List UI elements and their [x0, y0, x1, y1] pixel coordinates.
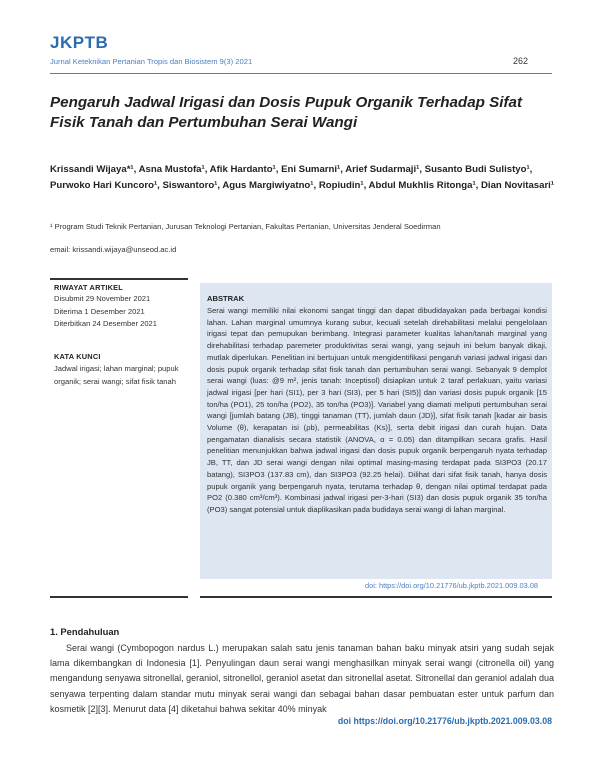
keywords-heading: KATA KUNCI	[54, 352, 101, 361]
journal-name: JKPTB	[50, 33, 109, 52]
article-title: Pengaruh Jadwal Irigasi dan Dosis Pupuk Organik Terhadap Sifat Fisik Tanah dan Pertumbuhan Serai Wangi	[50, 94, 523, 131]
introduction-heading: 1. Pendahuluan	[50, 626, 120, 637]
introduction-text: Serai wangi (Cymbopogon nardus L.) merupakan salah satu jenis tanaman bahan baku minyak atsiri yang sudah sejak lama dikembangkan di Indonesia [1]. Penyulingan daun serai wangi menghasilkan minyak serai wangi (citronella oil) yang mengandung senyawa sitronellal, geraniol, sitronellol, geraniol asetat dan sitronellal asetat. Sitronellal dan geraniol adalah dua senyawa terpenting dalam standar mutu minyak serai wangi dan sebagai bahan dasar pembuatan ester untuk parfum dan kosmetik [2][3]. Menurut data [4] diketahui bahwa sekitar 40% minyak	[50, 643, 554, 714]
header-divider	[50, 73, 552, 74]
footer-doi-link[interactable]: doi https://doi.org/10.21776/ub.jkptb.2021.009.03.08	[337, 716, 552, 726]
keywords-list: Jadwal irigasi; lahan marginal; pupuk organik; serai wangi; sifat fisik tanah	[54, 364, 179, 386]
abstract-heading: ABSTRAK	[207, 294, 245, 303]
article-history-list	[54, 293, 157, 331]
article-history-heading: RIWAYAT ARTIKEL	[54, 283, 123, 292]
history-submitted: Disubmit 29 November 2021	[54, 294, 151, 303]
abstract-bottom-divider	[200, 596, 552, 598]
history-published: Diterbitkan 24 Desember 2021	[54, 319, 157, 328]
sidebar-bottom-divider	[50, 596, 188, 598]
corresponding-email[interactable]: email: krissandi.wijaya@unseod.ac.id	[50, 245, 177, 254]
abstract-doi-link[interactable]: doi: https://doi.org/10.21776/ub.jkptb.2021.009.03.08	[365, 581, 538, 590]
sidebar-top-divider	[50, 278, 188, 280]
abstract-text: Serai wangi memiliki nilai ekonomi sangat tinggi dan dapat dibudidayakan pada berbagai kondisi lahan. Lahan marginal umumnya kurang subur, kecuali setelah direhabilitasi melalui pengelolaan irigasi tepat dan pemupukan berimbang. Integrasi parameter kualitas lahan/tanah marginal yang direhabilitasi terhadap paremeter produktivitas serai wangi, yang sejauh ini belum banyak dikaji, mutlak diperlukan. Penelitian ini bertujuan untuk mengidentifikasi pengaruh variasi jadwal irigasi dan dosis pupuk organik terhadap sifat fisik tanah dan pertumbuhan serai wangi. Sebanyak 9 demplot serai wangi (luas: @9 m², jenis tanah: Inceptisol) disiapkan untuk 2 taraf perlakuan, yaitu variasi jadwal irigasi [per hari (SI1), per 3 hari (SI3), per 5 hari (SI5)] dan variasi dosis pupuk organik [15 ton/ha (PO1), 25 ton/ha (PO2), 35 ton/ha (PO3)]. Variabel yang diamati meliputi pertumbuhan serai wangi [jumlah batang (JB), tinggi tanaman (TT), jumlah daun (JD)], sifat fisik tanah [kadar air basis Volume (θ), kerapatan isi (ρb), permeabilitas (Ks)], serta debit irigasi dan curah hujan. Data pengamatan dianalisis secara statistik (ANOVA, α = 0.05) dan ditampilkan secara grafis. Hasil penelitian menunjukkan bahwa jadwal irigasi dan dosis pupuk organik berpengaruh nyata terhadap JB, TT, dan JD serai wangi dengan nilai optimal masing-masing terdapat pada SI3PO3 (20.17 batang), SI3PO3 (137.83 cm), dan SI3PO3 (92.25 helai). Dilihat dari sifat fisik tanah, hanya dosis pupuk organik yang berpengaruh nyata, terutama terhadap θ, dengan nilai optimal terdapat pada PO2 (0.380 cm³/cm³). Kombinasi jadwal irigasi per-3-hari (SI3) dan dosis pupuk organik 35 ton/ha (PO3) sangat potensial untuk diaplikasikan pada budidaya serai wangi di lahan marginal.	[207, 306, 547, 514]
page-number: 262	[513, 56, 529, 66]
history-accepted: Diterima 1 Desember 2021	[54, 306, 145, 316]
journal-subtitle: Jurnal Keteknikan Pertanian Tropis dan Biosistem 9(3) 2021	[50, 57, 253, 66]
author-list: Krissandi Wijaya*¹, Asna Mustofa¹, Afik Hardanto¹, Eni Sumarni¹, Arief Sudarmaji¹, Susanto Budi Sulistyo¹, Purwoko Hari Kuncoro¹, Siswantoro¹, Agus Margiwiyatno¹, Ropiudin¹, Abdul Mukhlis Ritonga¹, Dian Novitasari¹	[50, 164, 555, 191]
author-affiliation: ¹ Program Studi Teknik Pertanian, Jurusan Teknologi Pertanian, Fakultas Pertanian, Universitas Jenderal Soedirman	[50, 222, 441, 231]
